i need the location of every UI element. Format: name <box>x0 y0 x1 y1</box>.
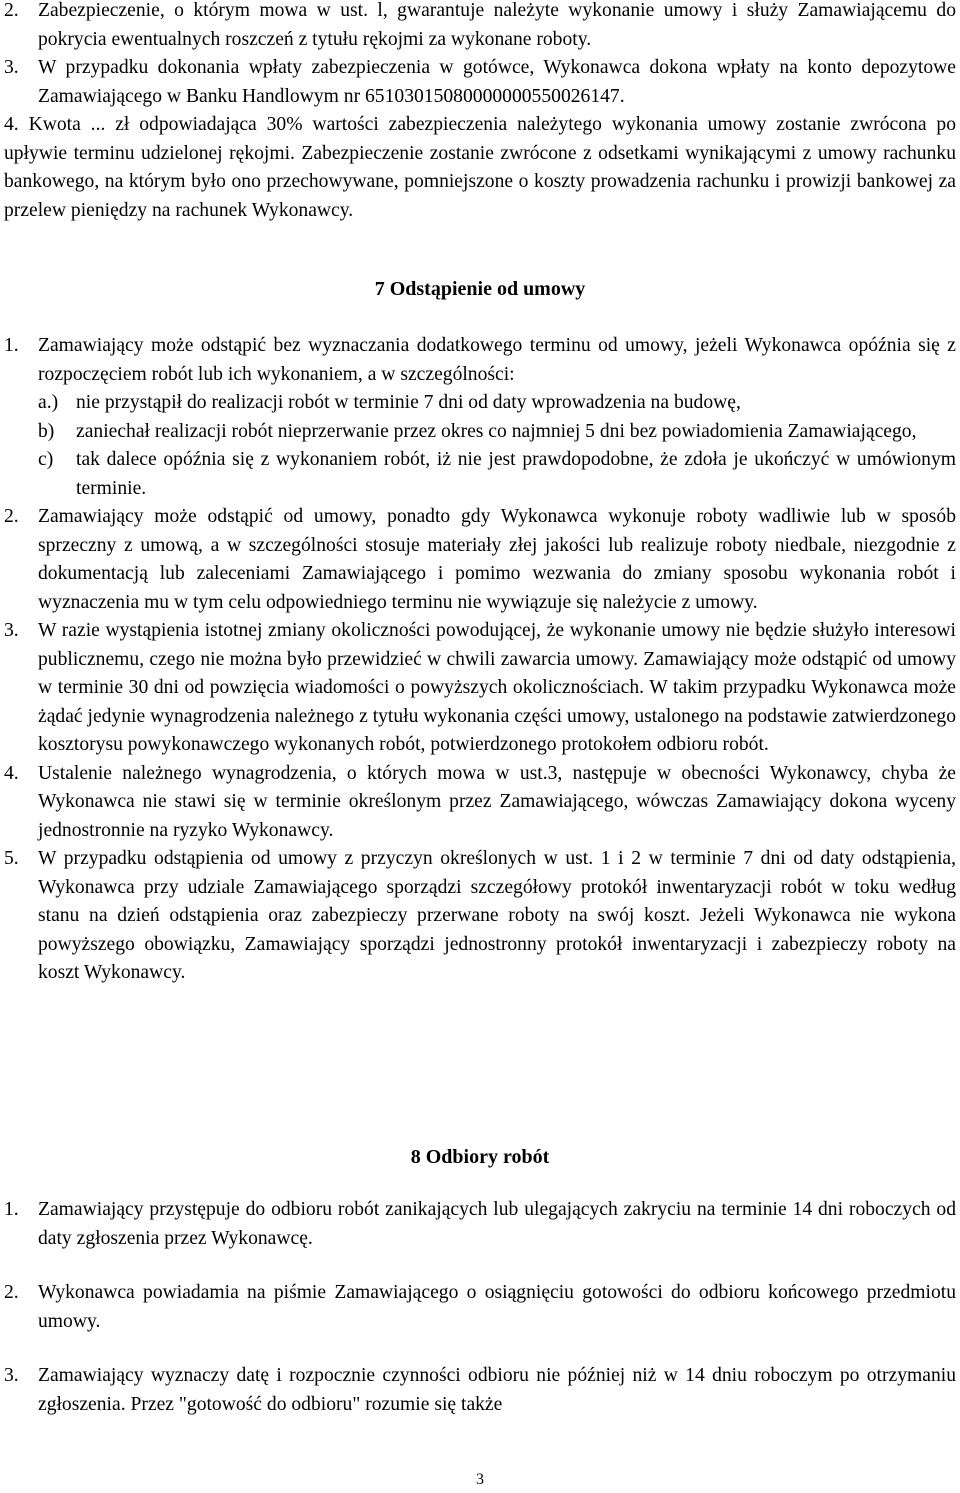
paragraph-4: 4. Kwota ... zł odpowiadająca 30% wartości zabezpieczenia należytego wykonania umowy zostanie zwrócona po upływie terminu udzielonej rękojmi. Zabezpieczenie zostanie zwrócone z odsetkami wynikającymi z umowy rachunku bankowego, na którym było ono przechowywane, pomniejszone o koszty prowadzenia rachunku i prowizji bankowej za przelew pieniędzy na rachunek Wykonawcy. <box>4 114 956 221</box>
item-number: 5. <box>4 848 19 869</box>
item-text: Ustalenie należnego wynagrodzenia, o których mowa w ust.3, następuje w obecności Wykonawcy, chyba że Wykonawca nie stawi się w terminie określonym przez Zamawiającego, wówczas Zamawiający dokona wyceny jednostronnie na ryzyko Wykonawcy. <box>38 762 956 841</box>
sub-item-text: zaniechał realizacji robót nieprzerwanie przez okres co najmniej 5 dni bez powiadomienia Zamawiającego, <box>76 420 917 442</box>
list-item <box>4 760 956 846</box>
item-text: Zabezpieczenie, o którym mowa w ust. l, gwarantuje należyte wykonanie umowy i służy Zamawiającemu do pokrycia ewentualnych roszczeń z tytułu rękojmi za wykonane roboty. <box>38 0 956 50</box>
item-text: W razie wystąpienia istotnej zmiany okoliczności powodującej, że wykonanie umowy nie będzie służyło interesowi publicznemu, czego nie można było przewidzieć w chwili zawarcia umowy. Zamawiający może odstąpić od umowy w terminie 30 dni od powzięcia wiadomości o powyższych okolicznościach. W takim przypadku Wykonawca może żądać jedynie wynagrodzenia należnego z tytułu wykonania części umowy, ustalonego na podstawie zatwierdzonego kosztorysu powykonawczego wykonanych robót, potwierdzonego protokołem odbioru robót. <box>38 620 956 755</box>
item-number: 3. <box>4 1365 19 1386</box>
section-heading-8: 8 Odbiory robót <box>410 1146 550 1168</box>
item-number: 2. <box>4 0 19 21</box>
sub-item-label: c) <box>38 449 54 470</box>
list-item <box>4 54 956 111</box>
item-number: 4. <box>4 762 19 784</box>
list-item <box>4 1196 956 1253</box>
item-number: 3. <box>4 620 19 641</box>
intro-section <box>4 0 956 225</box>
section-7-body <box>4 332 956 988</box>
item-text: Zamawiający może odstąpić od umowy, ponadto gdy Wykonawca wykonuje roboty wadliwie lub w sposób sprzeczny z umową, a w szczególności stosuje materiały złej jakości lub realizuje roboty niedbale, niezgodnie z dokumentacją lub zaleceniami Zamawiającego i pomimo wezwania do zmiany sposobu wykonania robót i wyznaczenia mu w tym celu odpowiedniego terminu nie wywiązuje się należycie z umowy. <box>38 506 956 613</box>
item-text: Wykonawca powiadamia na piśmie Zamawiającego o osiągnięciu gotowości do odbioru końcowego przedmiotu umowy. <box>38 1282 956 1332</box>
list-item <box>4 617 956 760</box>
sub-item <box>38 418 956 447</box>
item-text: W przypadku odstąpienia od umowy z przyczyn określonych w ust. 1 i 2 w terminie 7 dni od daty odstąpienia, Wykonawca przy udziale Zamawiającego sporządzi szczegółowy protokół inwentaryzacji robót w toku według stanu na dzień odstąpienia oraz zabezpieczy przerwane roboty na swój koszt. Jeżeli Wykonawca nie wykona powyższego obowiązku, Zamawiający sporządzi jednostronny protokół inwentaryzacji i zabezpieczy roboty na koszt Wykonawcy. <box>38 848 956 983</box>
sub-item-label: b) <box>38 420 55 442</box>
sub-item-label: a.) <box>38 392 59 413</box>
section-8-item-1 <box>4 1196 956 1253</box>
sub-item-text: tak dalece opóźnia się z wykonaniem robót, iż nie jest prawdopodobne, że zdoła je ukończyć w umówionym terminie. <box>76 449 956 499</box>
item-number: 1. <box>4 335 19 356</box>
sub-item <box>38 389 956 418</box>
item-text: Zamawiający wyznaczy datę i rozpocznie czynności odbioru nie później niż w 14 dniu roboczym po otrzymaniu zgłoszenia. Przez "gotowość do odbioru" rozumie się także <box>38 1365 956 1415</box>
list-item <box>4 503 956 617</box>
item-number: 2. <box>4 1282 19 1303</box>
list-item <box>4 0 956 54</box>
sub-item <box>38 446 956 503</box>
list-item <box>4 332 956 389</box>
section-8-item-2 <box>4 1279 956 1336</box>
sub-item-text: nie przystąpił do realizacji robót w terminie 7 dni od daty wprowadzenia na budowę, <box>76 392 741 413</box>
item-number: 1. <box>4 1199 19 1220</box>
page-number: 3 <box>476 1471 484 1488</box>
list-item <box>4 1362 956 1419</box>
item-text: Zamawiający może odstąpić bez wyznaczania dodatkowego terminu od umowy, jeżeli Wykonawca opóźnia się z rozpoczęciem robót lub ich wykonaniem, a w szczególności: <box>38 335 956 385</box>
item-text: W przypadku dokonania wpłaty zabezpieczenia w gotówce, Wykonawca dokona wpłaty na konto depozytowe Zamawiającego w Banku Handlowym nr 65103015080000000550026147. <box>38 57 956 107</box>
list-item <box>4 845 956 988</box>
item-number: 2. <box>4 506 19 527</box>
section-8-item-3 <box>4 1362 956 1419</box>
list-item <box>4 1279 956 1336</box>
item-text: Zamawiający przystępuje do odbioru robót zanikających lub ulegających zakryciu na terminie 14 dni roboczych od daty zgłoszenia przez Wykonawcę. <box>38 1199 956 1249</box>
item-number: 3. <box>4 57 19 78</box>
section-heading-7: 7 Odstąpienie od umowy <box>374 278 586 300</box>
